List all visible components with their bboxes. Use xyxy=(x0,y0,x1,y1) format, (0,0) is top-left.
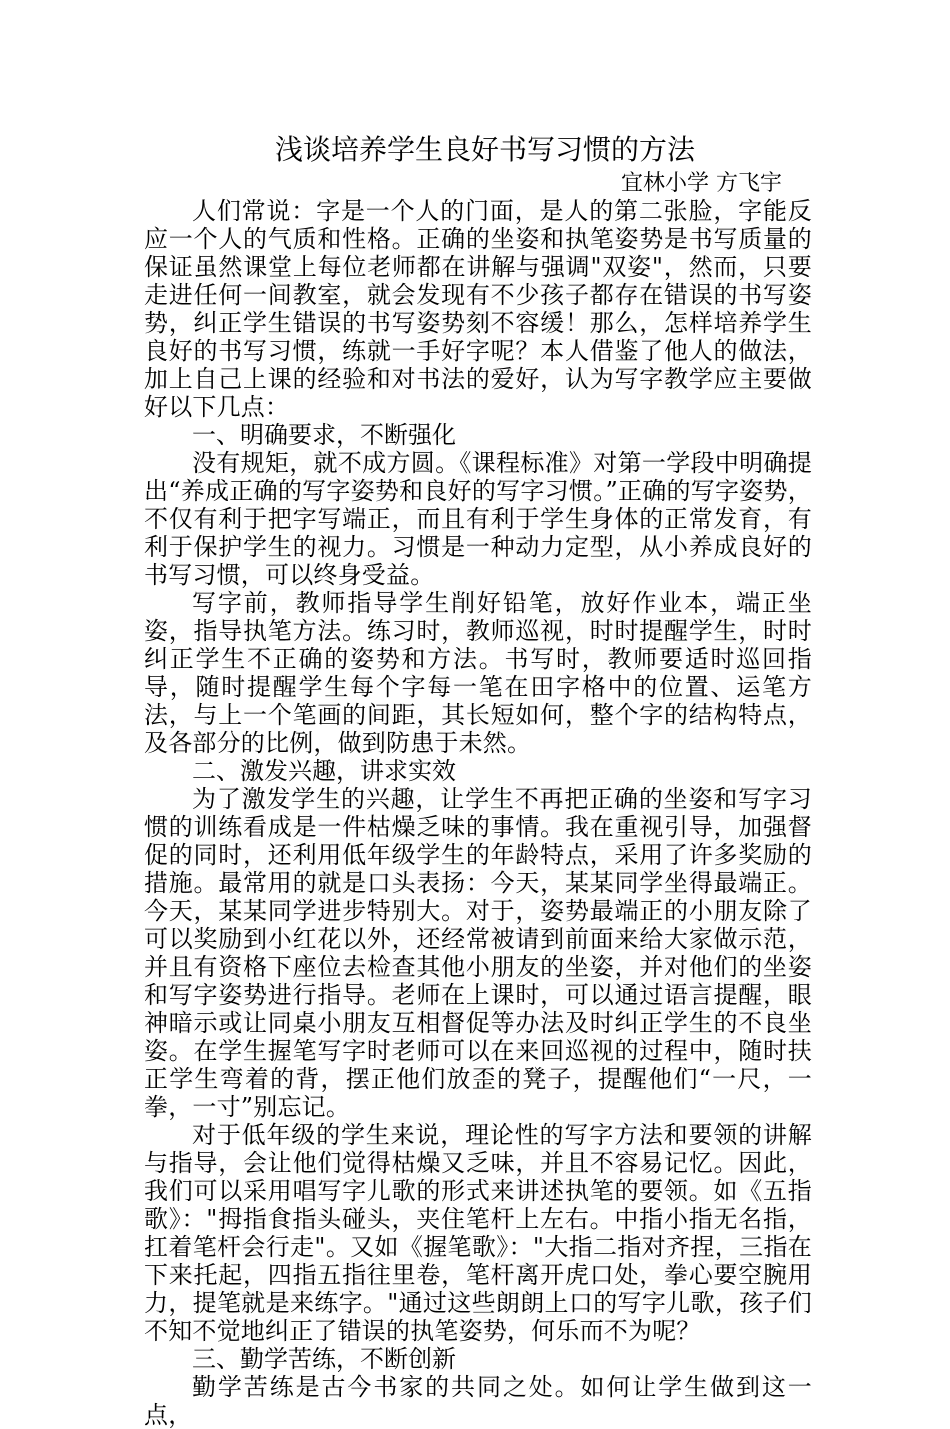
document-title: 浅谈培养学生良好书写习惯的方法 xyxy=(274,133,695,166)
author-line: 宜林小学 方飞宇 xyxy=(621,171,782,196)
section-heading-2: 二、激发兴趣，讲求实效 xyxy=(192,757,456,785)
section3-paragraph-1: 勤学苦练是古今书家的共同之处。如何让学生做到这一点， xyxy=(144,1373,812,1429)
section1-paragraph-2: 写字前，教师指导学生削好铅笔，放好作业本，端正坐姿，指导执笔方法。练习时，教师巡视，时时提醒学生，时时纠正学生不正确的姿势和方法。书写时，教师要适时巡回指导，随时提醒学生每个字每一笔在田字格中的位置、运笔方法，与上一个笔画的间距，其长短如何，整个字的结构特点，及各部分的比例，做到防患于未然。 xyxy=(144,589,812,757)
section2-paragraph-2: 对于低年级的学生来说，理论性的写字方法和要领的讲解与指导，会让他们觉得枯燥又乏味，并且不容易记忆。因此，我们可以采用唱写字儿歌的形式来讲述执笔的要领。如《五指歌》："拇指食指头碰头，夹住笔杆上左右。中指小指无名指，扛着笔杆会行走"。又如《握笔歌》："大指二指对齐捏，三指在下来托起，四指五指往里卷，笔杆离开虎口处，拳心要空腕用力，提笔就是来练字。"通过这些朗朗上口的写字儿歌，孩子们不知不觉地纠正了错误的执笔姿势，何乐而不为呢？ xyxy=(144,1121,812,1345)
section-heading-3: 三、勤学苦练，不断创新 xyxy=(192,1345,456,1373)
section-heading-1: 一、明确要求，不断强化 xyxy=(192,421,456,449)
section2-paragraph-1: 为了激发学生的兴趣，让学生不再把正确的坐姿和写字习惯的训练看成是一件枯燥乏味的事情。我在重视引导，加强督促的同时，还利用低年级学生的年龄特点，采用了许多奖励的措施。最常用的就是口头表扬：今天，某某同学坐得最端正。今天，某某同学进步特别大。对于，姿势最端正的小朋友除了可以奖励到小红花以外，还经常被请到前面来给大家做示范，并且有资格下座位去检查其他小朋友的坐姿，并对他们的坐姿和写字姿势进行指导。老师在上课时，可以通过语言提醒，眼神暗示或让同桌小朋友互相督促等办法及时纠正学生的不良坐姿。在学生握笔写字时老师可以在来回巡视的过程中，随时扶正学生弯着的背，摆正他们放歪的凳子，提醒他们“一尺，一拳，一寸”别忘记。 xyxy=(144,785,812,1121)
document-page xyxy=(144,130,812,1429)
section1-paragraph-1: 没有规矩，就不成方圆。《课程标准》对第一学段中明确提出“养成正确的写字姿势和良好的写字习惯。”正确的写字姿势，不仅有利于把字写端正，而且有利于学生身体的正常发育，有利于保护学生的视力。习惯是一种动力定型，从小养成良好的书写习惯，可以终身受益。 xyxy=(144,449,812,589)
intro-paragraph: 人们常说：字是一个人的门面，是人的第二张脸，字能反应一个人的气质和性格。正确的坐姿和执笔姿势是书写质量的保证虽然课堂上每位老师都在讲解与强调"双姿"，然而，只要走进任何一间教室，就会发现有不少孩子都存在错误的书写姿势，纠正学生错误的书写姿势刻不容缓！那么，怎样培养学生良好的书写习惯，练就一手好字呢？本人借鉴了他人的做法，加上自己上课的经验和对书法的爱好，认为写字教学应主要做好以下几点： xyxy=(144,197,812,421)
